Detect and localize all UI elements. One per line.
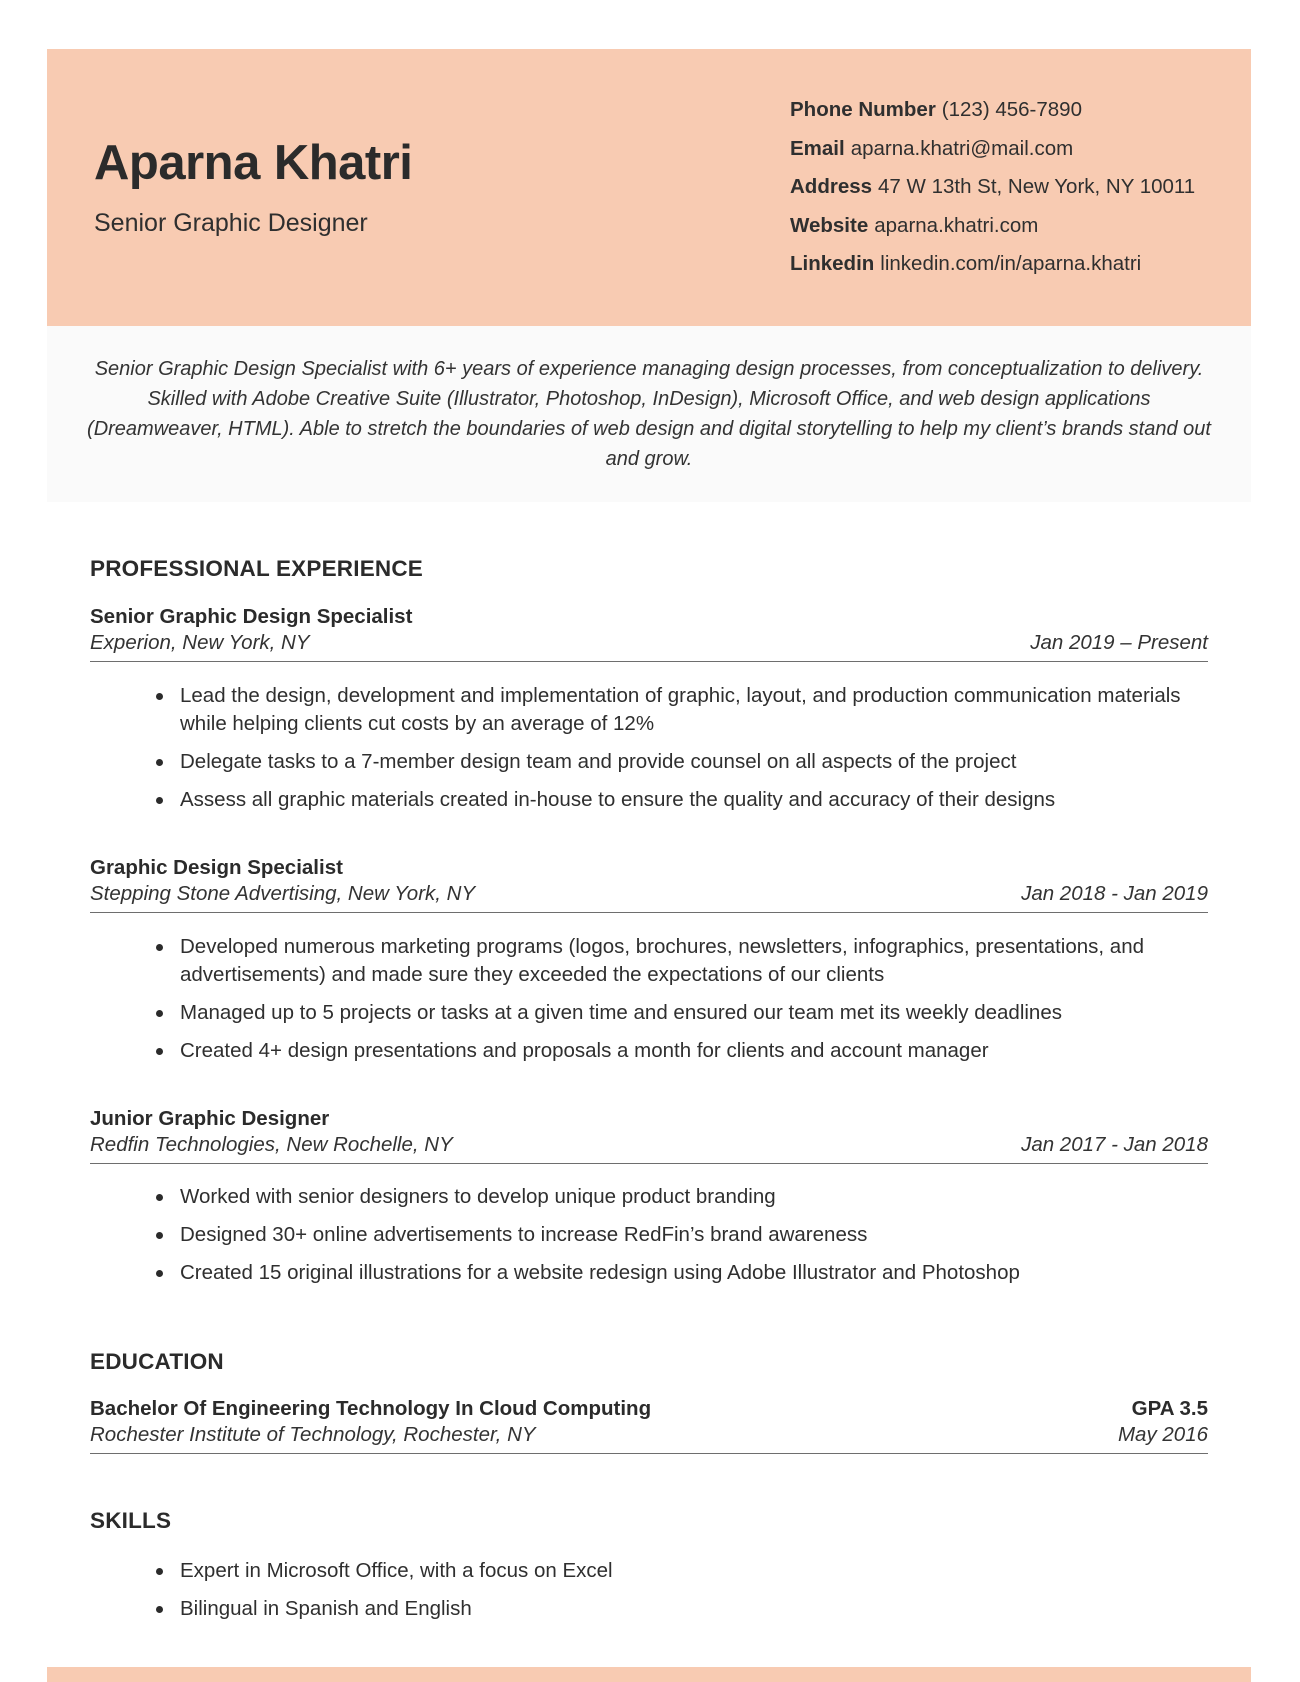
candidate-title: Senior Graphic Designer bbox=[94, 209, 368, 237]
bullet-text: Developed numerous marketing programs (logos, brochures, newsletters, infographics, presentations, and advertisements) and made sure they exceeded the expectations of our clients bbox=[180, 935, 1145, 986]
bullet-icon bbox=[156, 1194, 163, 1201]
main-content bbox=[90, 0, 1208, 1682]
bullet-icon bbox=[156, 759, 163, 766]
list-item bbox=[156, 1183, 1216, 1211]
gpa: GPA 3.5 bbox=[1131, 1397, 1208, 1420]
job-company: Experion, New York, NY bbox=[90, 631, 310, 654]
bullet-icon bbox=[156, 944, 163, 951]
job-meta-row bbox=[90, 631, 1208, 662]
list-item bbox=[156, 748, 1216, 776]
job-bullets bbox=[156, 1183, 1216, 1297]
degree-title: Bachelor Of Engineering Technology In Cloud Computing bbox=[90, 1397, 652, 1420]
job-meta-row bbox=[90, 882, 1208, 913]
job-title: Graphic Design Specialist bbox=[90, 856, 343, 879]
job-title: Senior Graphic Design Specialist bbox=[90, 605, 413, 628]
email-value[interactable]: aparna.khatri@mail.com bbox=[850, 136, 1074, 160]
bullet-text: Worked with senior designers to develop unique product branding bbox=[180, 1185, 776, 1208]
address-value: 47 W 13th St, New York, NY 10011 bbox=[878, 175, 1196, 198]
list-item bbox=[156, 999, 1216, 1027]
bullet-text: Delegate tasks to a 7-member design team and provide counsel on all aspects of the project bbox=[180, 750, 1017, 773]
bullet-icon bbox=[156, 1568, 163, 1575]
job-meta-row bbox=[90, 1133, 1208, 1164]
bullet-icon bbox=[156, 1232, 163, 1239]
graduation-date: May 2016 bbox=[1117, 1423, 1208, 1446]
job-company: Redfin Technologies, New Rochelle, NY bbox=[90, 1133, 453, 1156]
contact-label: Address bbox=[790, 175, 873, 198]
job-bullets bbox=[156, 682, 1216, 824]
bullet-icon bbox=[156, 1270, 163, 1277]
first-name: Aparna bbox=[94, 136, 260, 190]
website-link[interactable]: aparna.khatri.com bbox=[874, 213, 1039, 237]
bullet-icon bbox=[156, 1010, 163, 1017]
footer-band bbox=[47, 1667, 1251, 1682]
job-dates: Jan 2018 - Jan 2019 bbox=[1021, 882, 1208, 905]
list-item bbox=[156, 786, 1216, 814]
skill-text: Expert in Microsoft Office, with a focus on Excel bbox=[180, 1559, 613, 1582]
skill-text: Bilingual in Spanish and English bbox=[180, 1597, 472, 1620]
bullet-icon bbox=[156, 1048, 163, 1055]
bullet-icon bbox=[156, 1606, 163, 1613]
bullet-text: Designed 30+ online advertisements to increase RedFin’s brand awareness bbox=[180, 1223, 868, 1246]
list-item bbox=[156, 1595, 1216, 1623]
section-title-skills: SKILLS bbox=[90, 1508, 172, 1533]
job-company: Stepping Stone Advertising, New York, NY bbox=[90, 882, 476, 905]
section-title-experience: PROFESSIONAL EXPERIENCE bbox=[90, 556, 424, 581]
bullet-text: Created 15 original illustrations for a website redesign using Adobe Illustrator and Photoshop bbox=[180, 1261, 1020, 1284]
section-title-education: EDUCATION bbox=[90, 1349, 224, 1374]
contact-label: Phone Number bbox=[790, 98, 936, 121]
last-name: Khatri bbox=[273, 136, 413, 190]
job-title: Junior Graphic Designer bbox=[90, 1107, 330, 1130]
skills-list bbox=[156, 1557, 1216, 1633]
list-item bbox=[156, 1221, 1216, 1249]
summary-text: Senior Graphic Design Specialist with 6+ years of experience managing design processes, from conceptualization to delivery. Skilled with Adobe Creative Suite (Illustrator, Photoshop, InDesign), Microsoft Office, and web design applications (Dreamweaver, HTML). Able to stretch the boundaries of web design and digital storytelling to help my client’s brands stand out and grow. bbox=[87, 358, 1211, 470]
contact-label: Website bbox=[790, 213, 869, 237]
bullet-icon bbox=[156, 797, 163, 804]
list-item bbox=[156, 1037, 1216, 1065]
education-meta-row bbox=[90, 1423, 1208, 1454]
job-bullets bbox=[156, 933, 1216, 1075]
bullet-text: Created 4+ design presentations and proposals a month for clients and account manager bbox=[180, 1039, 989, 1062]
contact-label: Email bbox=[790, 136, 845, 160]
bullet-text: Managed up to 5 projects or tasks at a given time and ensured our team met its weekly deadlines bbox=[180, 1001, 1062, 1024]
list-item bbox=[156, 682, 1216, 738]
job-dates: Jan 2019 – Present bbox=[1030, 631, 1208, 654]
list-item bbox=[156, 933, 1216, 989]
list-item bbox=[156, 1259, 1216, 1287]
bullet-icon bbox=[156, 693, 163, 700]
bullet-text: Assess all graphic materials created in-house to ensure the quality and accuracy of their designs bbox=[180, 788, 1056, 811]
phone-value: (123) 456-7890 bbox=[941, 98, 1082, 121]
bullet-text: Lead the design, development and implementation of graphic, layout, and production communication materials while helping clients cut costs by an average of 12% bbox=[180, 684, 1181, 735]
job-dates: Jan 2017 - Jan 2018 bbox=[1021, 1133, 1208, 1156]
linkedin-link[interactable]: linkedin.com/in/aparna.khatri bbox=[880, 252, 1142, 275]
contact-label: Linkedin bbox=[790, 252, 875, 275]
list-item bbox=[156, 1557, 1216, 1585]
school-name: Rochester Institute of Technology, Rochester, NY bbox=[90, 1423, 536, 1446]
